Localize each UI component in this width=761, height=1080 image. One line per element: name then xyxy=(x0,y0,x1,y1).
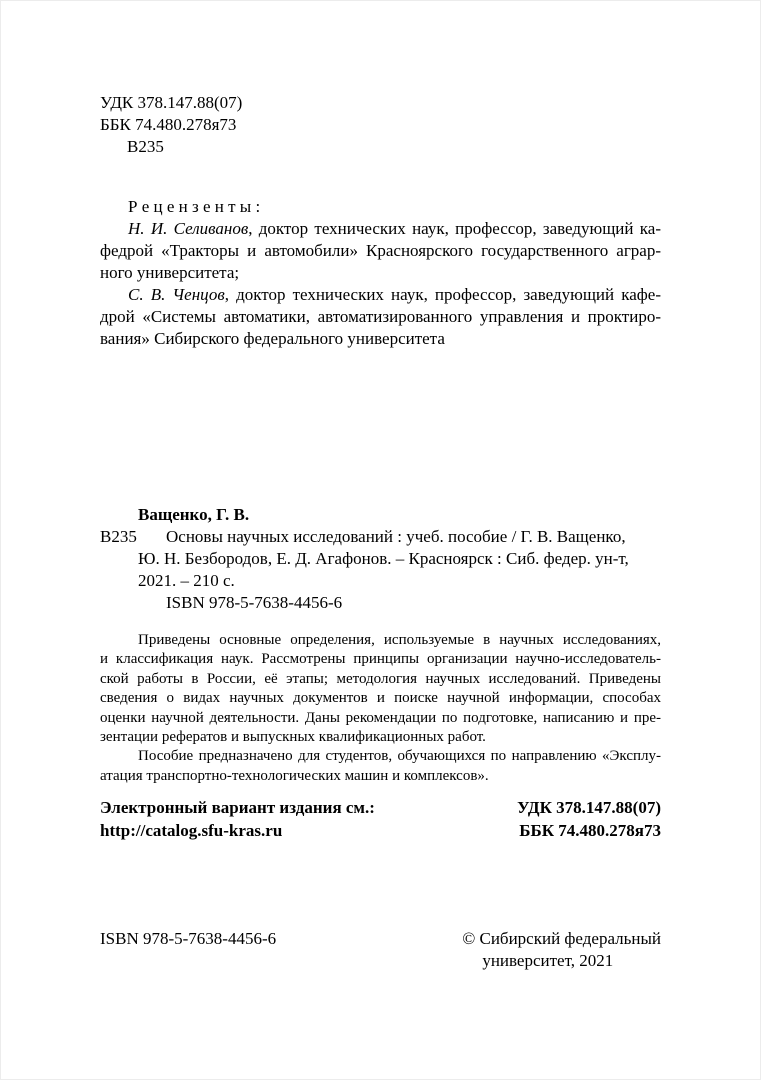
reviewers-heading: Р е ц е н з е н т ы : xyxy=(128,197,261,216)
bbk-number-repeat: ББК 74.480.278я73 xyxy=(519,821,661,840)
reviewer-1-title: , доктор технических наук, профессор, заведующий ка- xyxy=(248,219,661,238)
reviewer-2-name: С. В. Ченцов xyxy=(128,285,225,304)
reviewer-2-line-3: вания» Сибирского федерального университета xyxy=(100,329,445,348)
annotation-line: Приведены основные определения, используемые в научных исследованиях, xyxy=(138,632,661,648)
bibliographic-record xyxy=(100,504,661,614)
annotation-line: зентации рефератов и выпускных квалификационных работ. xyxy=(100,729,486,746)
reviewers-block xyxy=(100,196,661,350)
catalog-entry-title: Основы научных исследований : учеб. пособие / Г. В. Ващенко, xyxy=(166,527,626,546)
reviewer-1-name: Н. И. Селиванов xyxy=(128,219,249,238)
catalog-entry-line-2: Ю. Н. Безбородов, Е. Д. Агафонов. – Красноярск : Сиб. федер. ун-т, xyxy=(138,549,629,568)
annotation-block xyxy=(100,631,661,786)
copyright-line-2: университет, 2021 xyxy=(482,951,614,970)
copyright-line-1: © Сибирский федеральный xyxy=(462,929,661,948)
footer-isbn: ISBN 978-5-7638-4456-6 xyxy=(100,929,277,948)
isbn-number: ISBN 978-5-7638-4456-6 xyxy=(166,593,343,612)
annotation-line: и классификация наук. Рассмотрены принципы организации научно-исследователь- xyxy=(100,651,661,668)
footer-block xyxy=(100,928,661,972)
reviewer-2-line-2: дрой «Системы автоматики, автоматизированного управления и проктиро- xyxy=(100,307,661,326)
copyright-notice xyxy=(462,928,661,972)
reviewer-1-line-2: федрой «Тракторы и автомобили» Красноярского государственного аграр- xyxy=(100,241,661,260)
udk-number-repeat: УДК 378.147.88(07) xyxy=(517,798,661,817)
annotation-line: атация транспортно-технологических машин и комплексов». xyxy=(100,767,489,784)
catalog-entry-line-1 xyxy=(100,526,661,548)
annotation-line: ской работы в России, её этапы; методология научных исследований. Приведены xyxy=(100,670,661,687)
electronic-edition-note xyxy=(100,796,375,842)
electronic-edition-block xyxy=(100,796,661,842)
annotation-line: Пособие предназначено для студентов, обучающихся по направлению «Эксплу- xyxy=(138,748,661,765)
reviewer-2-title: , доктор технических наук, профессор, заведующий кафе- xyxy=(224,285,661,304)
udk-number: УДК 378.147.88(07) xyxy=(100,93,243,112)
author-heading: Ващенко, Г. В. xyxy=(138,505,250,524)
reviewer-2-line-1 xyxy=(100,284,661,306)
reviewer-1-line-1 xyxy=(100,218,661,240)
catalog-entry-code: В235 xyxy=(100,527,137,546)
bbk-number: ББК 74.480.278я73 xyxy=(100,115,237,134)
catalog-entry-line-3: 2021. – 210 с. xyxy=(138,571,235,590)
annotation-line: сведения о видах научных документов и поиске научной информации, способах xyxy=(100,690,661,707)
annotation-line: оценки научной деятельности. Даны рекомендации по подготовке, написанию и пре- xyxy=(100,709,661,726)
catalog-url: http://catalog.sfu-kras.ru xyxy=(100,821,283,840)
book-code: В235 xyxy=(127,137,164,156)
classification-repeat xyxy=(517,796,661,842)
electronic-edition-label: Электронный вариант издания см.: xyxy=(100,798,375,817)
reviewer-1-line-3: ного университета; xyxy=(100,263,240,282)
classification-block xyxy=(100,92,520,158)
